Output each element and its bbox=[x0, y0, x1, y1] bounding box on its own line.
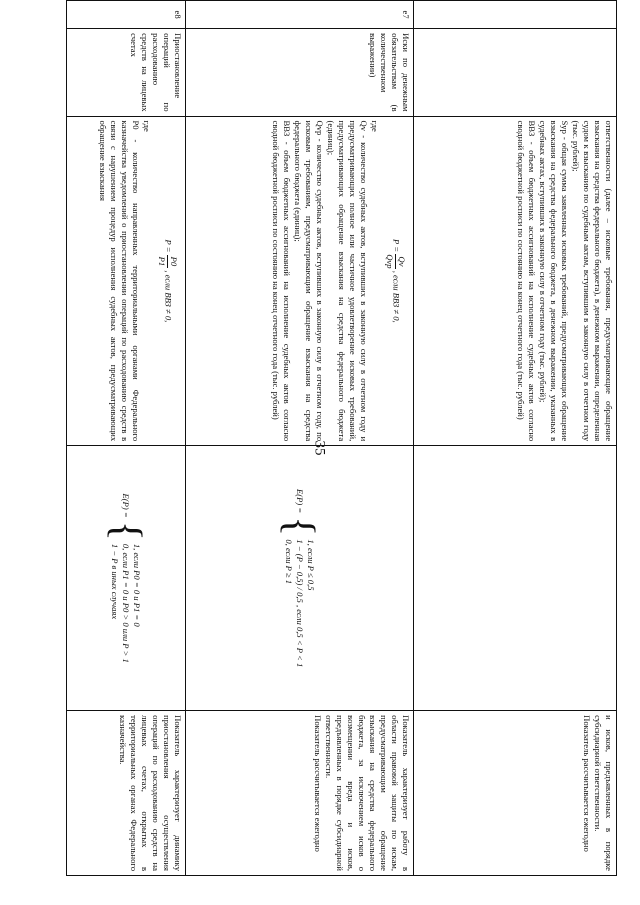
assessment-case: 0, если P1 = 0 и P0 > 0 или P > 1 bbox=[121, 543, 132, 663]
fraction bbox=[156, 255, 179, 269]
cell-description bbox=[414, 711, 617, 876]
where-label: где bbox=[142, 120, 152, 132]
where-label: где bbox=[370, 120, 380, 132]
cell-description bbox=[186, 711, 414, 876]
cell-formula bbox=[186, 116, 414, 446]
description-text: и исков, предъявленных в порядке субсидиарной ответственности. bbox=[593, 715, 614, 871]
cell-assessment bbox=[414, 446, 617, 711]
assessment-case: 1 − (P − 0,5) / 0,5 , если 0,5 < P < 1 bbox=[295, 539, 305, 668]
formula bbox=[384, 121, 407, 442]
definition: P0 - количество направленных территориальными органами Федерального казначейства уведомлений о приостановлении операций по расходованию средств в связи с нарушением процедур исполнения судебных актов, предусматривающих обращение взыскания bbox=[98, 120, 141, 442]
formula-condition: , если ВВЗ ≠ 0, bbox=[163, 270, 174, 323]
cell-assessment bbox=[186, 446, 414, 711]
definition: Qvp - количество судебных актов, вступивших в законную силу в отчетном году, по исковым требованиям, предусматривающим обращение взыскания на средства федерального бюджета (единиц); bbox=[293, 120, 325, 442]
assessment-cases bbox=[110, 544, 143, 663]
table-row-e7 bbox=[186, 1, 414, 876]
formula-text: ВВЗ - объем бюджетных ассигнований на исполнение судебных актов согласно сводной бюджетной росписи по состоянию на конец отчетного года (тыс. рублей) bbox=[516, 120, 537, 442]
cell-num bbox=[414, 1, 617, 29]
formula-condition: , если ВВЗ ≠ 0, bbox=[391, 270, 402, 323]
indicator-name: Иски по денежным обязательствам (в количественном выражении) bbox=[186, 29, 414, 116]
denominator: P1 bbox=[157, 256, 167, 267]
formula-text: ответственности (далее – исковые требования, предусматривающие обращение взыскания на средства федерального бюджета), в денежном выражении, определенная судом к взысканию по судебным актам, вступившим в законную силу в отчетном году (тыс. рублей); bbox=[571, 120, 614, 442]
description-text: Показатель характеризует динамику приостановления осуществления операций по расходованию средств на лицевых счетах, открытых в территориальных органах Федерального казначейства. bbox=[118, 715, 183, 871]
description-text: Показатель рассчитывается ежегодно bbox=[582, 715, 592, 852]
cell-description bbox=[67, 711, 186, 876]
table-row-e8 bbox=[67, 1, 186, 876]
cell-name bbox=[414, 29, 617, 116]
page-number: 35 bbox=[311, 440, 328, 456]
assessment-lhs: E(P) = bbox=[295, 489, 305, 514]
cell-formula bbox=[67, 116, 186, 446]
assessment-cases bbox=[283, 539, 316, 667]
definition: Qv - количество судебных актов, вступивших в законную силу в отчетном году и предусматривающих полное или частичное удовлетворение исковых требований, предусматривающих обращение взыскания на средства федерального бюджета (единиц); bbox=[326, 120, 369, 442]
description-text: Показатель рассчитывается ежегодно bbox=[313, 715, 323, 852]
assessment-case: 1, если P0 = 0 и P1 = 0 bbox=[132, 543, 143, 627]
description-text: Показатель характеризует работу в области правовой защиты по искам, предусматривающим обращение взыскания на средства федерального бюджета, за исключением исков о возмещении вреда и исков, предъявленных в порядке субсидиарной ответственности. bbox=[324, 715, 411, 871]
assessment-case: 1, если P ≤ 0,5 bbox=[306, 539, 316, 591]
numerator: Qv bbox=[395, 254, 407, 268]
brace-symbol: { bbox=[276, 516, 323, 537]
indicator-name: Приостановление операций по расходованию средств на лицевых счетах bbox=[67, 29, 186, 116]
cell-formula bbox=[414, 116, 617, 446]
row-number: е7 bbox=[186, 1, 414, 29]
assessment-case: 0, если P ≥ 1 bbox=[284, 539, 294, 585]
assessment-formula bbox=[69, 450, 183, 706]
formula-text: Syp - общая сумма заявленных исковых требований, предусматривающих обращение взыскания на средства федерального бюджета, в денежном выражении, указанных в судебных актах, вступивших в законную силу в отчетном году (тыс. рублей); bbox=[538, 120, 570, 442]
rotated-table-wrapper bbox=[67, 0, 617, 876]
formula-lhs: P = bbox=[163, 239, 174, 253]
definition: ВВЗ - объем бюджетных ассигнований на исполнение судебных актов согласно сводной бюджетной росписи по состоянию на конец отчетного года (тыс. рублей) bbox=[271, 120, 292, 442]
formula bbox=[156, 121, 179, 442]
assessment-lhs: E(P) = bbox=[121, 493, 132, 518]
numerator: P0 bbox=[169, 256, 179, 267]
assessment-case: 1 − P в иных случаях bbox=[110, 543, 121, 620]
brace-symbol: { bbox=[103, 520, 149, 541]
denominator: Qvp bbox=[385, 254, 395, 269]
fraction bbox=[384, 254, 407, 268]
table-row-continuation bbox=[414, 1, 617, 876]
formula-lhs: P = bbox=[391, 239, 402, 253]
cell-assessment bbox=[67, 446, 186, 711]
indicator-table bbox=[66, 0, 617, 876]
row-number: е8 bbox=[67, 1, 186, 29]
assessment-formula bbox=[188, 450, 411, 706]
